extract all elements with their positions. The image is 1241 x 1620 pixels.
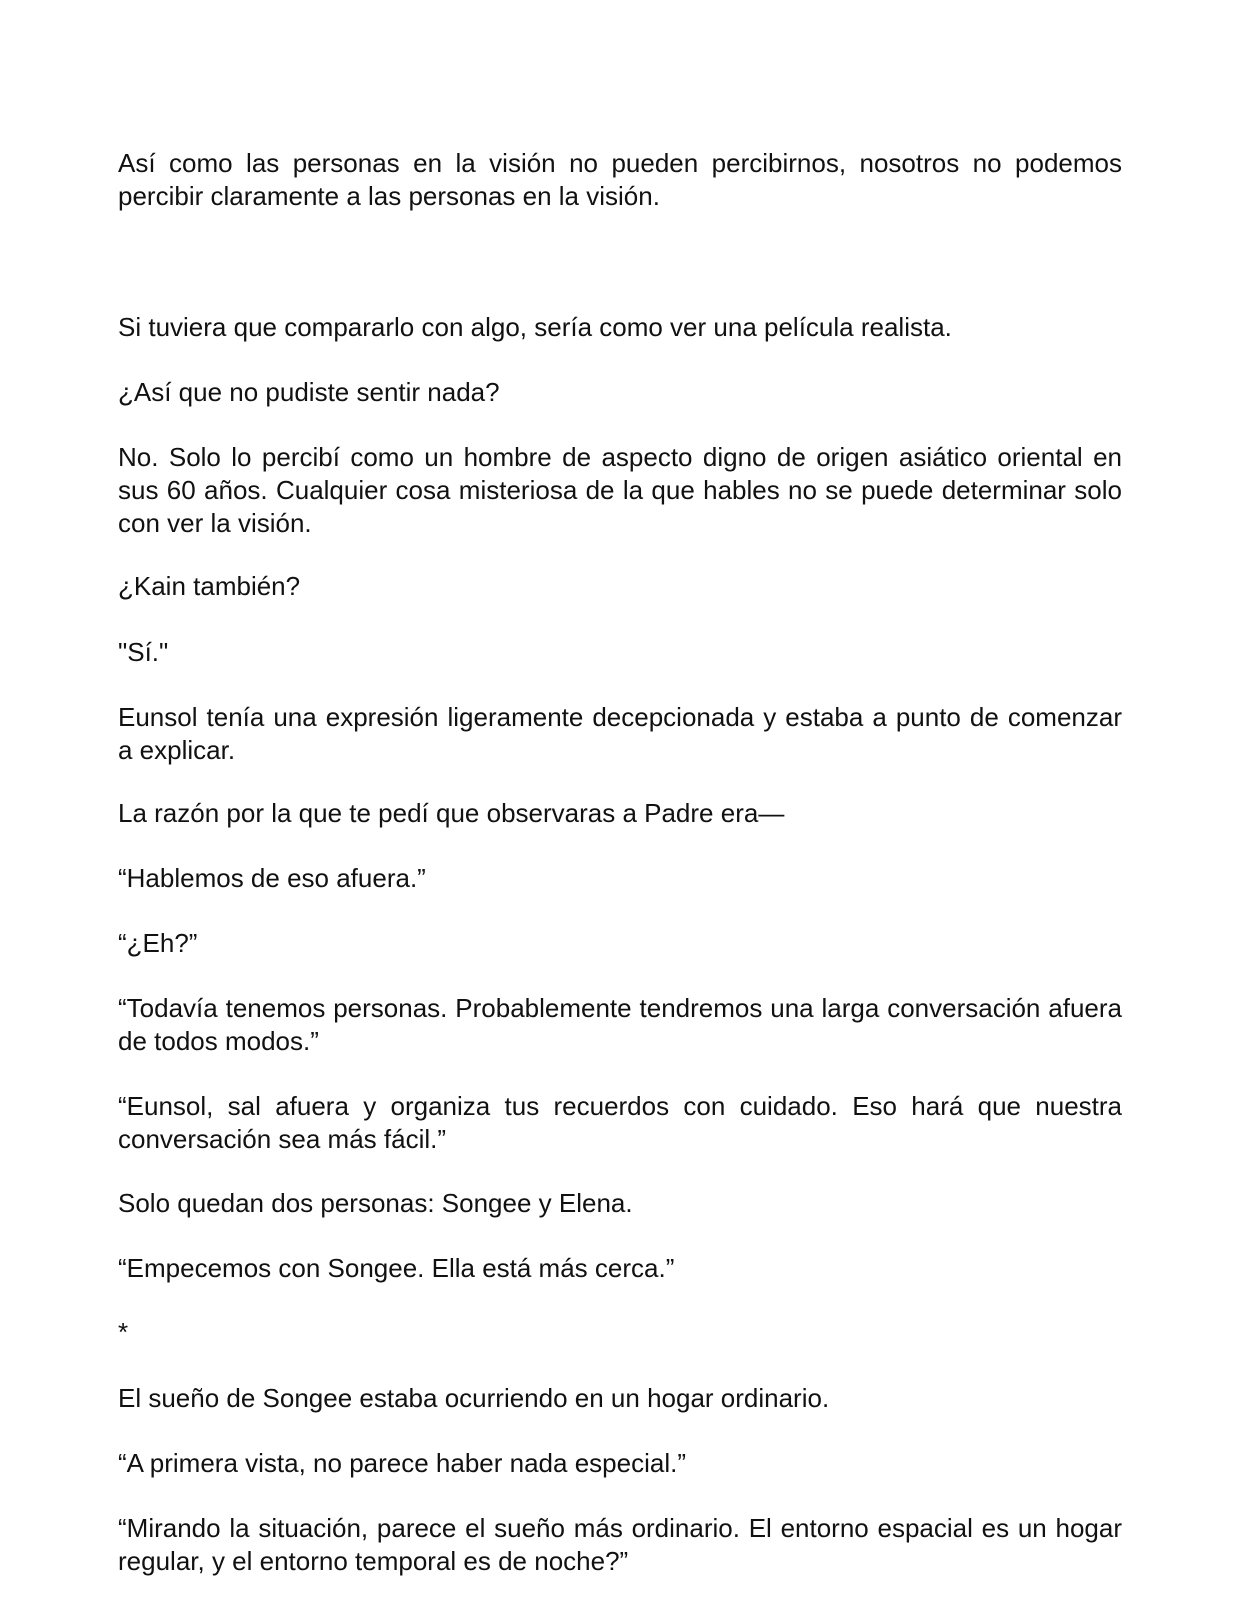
paragraph-still-people: “Todavía tenemos personas. Probablemente tendremos una larga conversación afuera de todos modos.” (118, 993, 1122, 1056)
paragraph-organize-memories: “Eunsol, sal afuera y organiza tus recuerdos con cuidado. Eso hará que nuestra conversación sea más fácil.” (118, 1091, 1122, 1154)
paragraph-first-sight: “A primera vista, no parece haber nada especial.” (118, 1448, 686, 1478)
paragraph-answer-no: No. Solo lo percibí como un hombre de aspecto digno de origen asiático oriental en sus 60 años. Cualquier cosa misteriosa de la que hables no se puede determinar solo con ver la visión. (118, 442, 1122, 538)
paragraph-reason: La razón por la que te pedí que observaras a Padre era— (118, 798, 785, 828)
paragraph-two-people-left: Solo quedan dos personas: Songee y Elena. (118, 1188, 633, 1218)
paragraph-eh: “¿Eh?” (118, 928, 198, 958)
paragraph-talk-outside: “Hablemos de eso afuera.” (118, 863, 426, 893)
paragraph-eunsol-expression: Eunsol tenía una expresión ligeramente decepcionada y estaba a punto de comenzar a explicar. (118, 702, 1122, 765)
paragraph-vision-perception: Así como las personas en la visión no pueden percibirnos, nosotros no podemos percibir claramente a las personas en la visión. (118, 148, 1122, 211)
paragraph-question-kain: ¿Kain también? (118, 571, 301, 601)
paragraph-start-songee: “Empecemos con Songee. Ella está más cerca.” (118, 1253, 675, 1283)
paragraph-songee-dream: El sueño de Songee estaba ocurriendo en un hogar ordinario. (118, 1383, 830, 1413)
paragraph-movie-comparison: Si tuviera que compararlo con algo, sería como ver una película realista. (118, 312, 952, 342)
paragraph-question-feel: ¿Así que no pudiste sentir nada? (118, 377, 500, 407)
paragraph-answer-yes: "Sí." (118, 637, 169, 667)
paragraph-looking-situation: “Mirando la situación, parece el sueño más ordinario. El entorno espacial es un hogar regular, y el entorno temporal es de noche?” (118, 1513, 1122, 1576)
scene-break-asterisk: * (118, 1317, 129, 1347)
